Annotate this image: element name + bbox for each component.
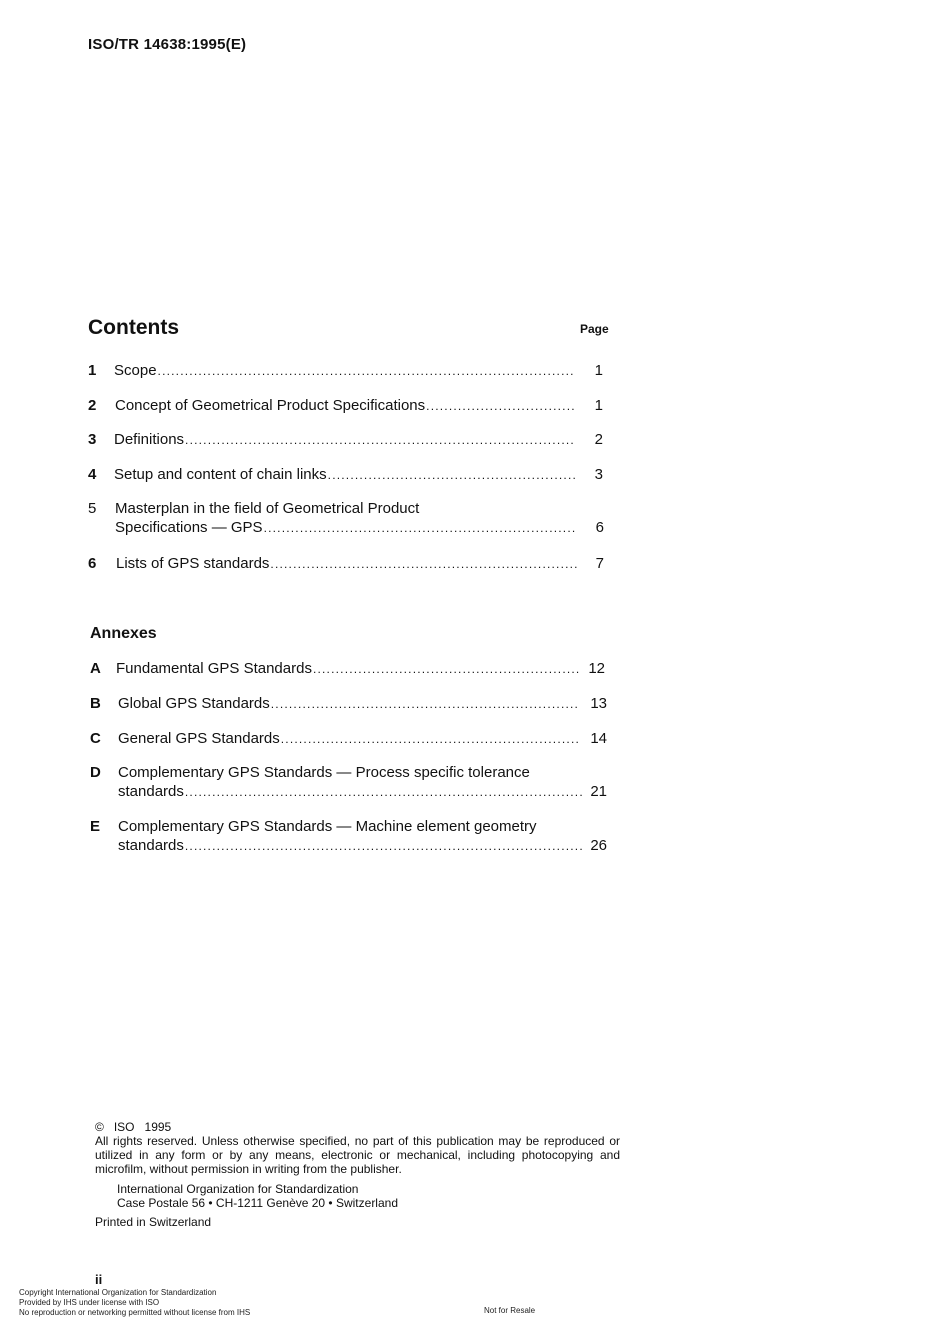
address-line-2: Case Postale 56 • CH-1211 Genève 20 • Switzerland [117,1196,398,1210]
annex-item-page: 26 [590,837,607,854]
dot-leader [426,397,575,416]
toc-item-page: 6 [595,519,604,536]
toc-item-title-line: Masterplan in the field of Geometrical Product [115,500,420,517]
annex-item-title: General GPS Standards [118,730,280,747]
annex-item-page: 12 [588,660,605,677]
dot-leader [185,837,582,856]
footer-line-1: Copyright International Organization for Standardization [19,1288,217,1297]
not-for-resale: Not for Resale [484,1306,536,1315]
toc-item-number: 6 [88,555,97,572]
toc-item-number: 5 [88,500,97,517]
dot-leader [281,730,580,749]
toc-item-title: Concept of Geometrical Product Specifications [115,397,426,414]
dot-leader [185,431,576,450]
toc-item-page: 3 [594,466,603,483]
address-line-1: International Organization for Standardization [117,1182,359,1196]
annex-item-letter: B [90,695,101,712]
toc-item-number: 1 [88,362,97,379]
document-id: ISO/TR 14638:1995(E) [88,36,247,53]
toc-item-title: Definitions [114,431,185,448]
annex-item-title: Global GPS Standards [118,695,270,712]
copyright-symbol: © [95,1120,104,1134]
annex-item-letter: D [90,764,101,781]
dot-leader [185,783,582,802]
dot-leader [158,362,575,381]
toc-item-number: 2 [88,397,97,414]
dot-leader [328,466,576,485]
toc-item-number: 3 [88,431,97,448]
printed-in: Printed in Switzerland [95,1215,212,1229]
toc-item-page: 2 [594,431,603,448]
footer-line-3: No reproduction or networking permitted without license from IHS [19,1308,251,1317]
annex-item-letter: E [90,818,101,835]
toc-item-title: Scope [114,362,157,379]
annex-item-title: Fundamental GPS Standards [116,660,312,677]
rights-statement: All rights reserved. Unless otherwise specified, no part of this publication may be reproduced or utilized in any form or by any means, electronic or mechanical, including photocopying and microfilm, without permission in writing from the publisher. [95,1134,620,1176]
page-column-label: Page [580,322,609,336]
annexes-title: Annexes [90,625,157,642]
toc-item-title: Lists of GPS standards [116,555,270,572]
contents-title: Contents [88,316,179,339]
toc-item-title: Specifications — GPS [115,519,263,536]
toc-item-page: 7 [595,555,604,572]
footer-line-2: Provided by IHS under license with ISO [19,1298,160,1307]
annex-item-title-line: Complementary GPS Standards — Machine element geometry [118,818,537,835]
license-footer [19,1288,250,1318]
annex-item-page: 21 [590,783,607,800]
copyright-year: 1995 [144,1120,172,1134]
annex-item-page: 13 [590,695,607,712]
annex-item-letter: A [90,660,101,677]
annex-item-title-line: Complementary GPS Standards — Process specific tolerance [118,764,530,781]
dot-leader [264,519,577,538]
annex-item-page: 14 [590,730,607,747]
copyright-org: ISO [113,1120,135,1134]
toc-item-page: 1 [594,397,603,414]
publisher-address [117,1182,398,1210]
copyright-block [95,1120,620,1176]
annex-item-title: standards [118,783,184,800]
toc-item-title: Setup and content of chain links [114,466,327,483]
annex-item-letter: C [90,730,101,747]
dot-leader [270,555,577,574]
toc-item-page: 1 [594,362,603,379]
dot-leader [313,660,580,679]
toc-item-number: 4 [88,466,97,483]
page-number: ii [95,1272,103,1287]
dot-leader [271,695,580,714]
annex-item-title: standards [118,837,184,854]
